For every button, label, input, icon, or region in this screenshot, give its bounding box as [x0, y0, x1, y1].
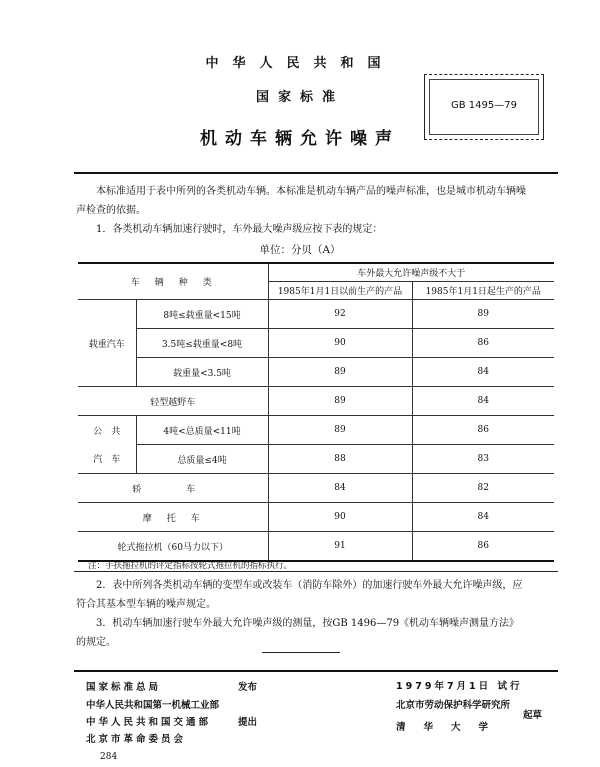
- issuer-1: 国家标准总局: [86, 682, 162, 693]
- value-before: 88: [268, 445, 412, 474]
- drafter-2: 清华大学: [396, 722, 507, 733]
- clause-1: 1．各类机动车辆加速行驶时，车外最大噪声级应按下表的规定：: [96, 224, 383, 235]
- clause-3-cont: 的规定。: [76, 637, 116, 648]
- header-after-1985: 1985年1月1日起生产的产品: [412, 282, 554, 300]
- value-before: 84: [268, 474, 412, 503]
- issuer-3: 中华人民共和国交通部: [86, 717, 212, 728]
- table-unit: 单位：分贝（A）: [259, 244, 341, 256]
- draft-label: 起草: [523, 710, 543, 721]
- publish-label: 发布: [238, 682, 258, 693]
- header-divider: [74, 172, 558, 174]
- group-truck: 载重汽车: [78, 300, 136, 387]
- value-before: 89: [268, 358, 412, 387]
- table-row: [78, 503, 554, 532]
- table-row: [78, 474, 554, 503]
- row-label: 轻型越野车: [78, 387, 268, 416]
- issuing-country: 中华人民共和国: [205, 56, 395, 71]
- table-row: [78, 416, 554, 445]
- clause-2: 2．表中所列各类机动车辆的变型车或改装车（消防车除外）的加速行驶车外最大允许噪声级，应: [96, 580, 523, 591]
- intro-line-2: 声检查的依据。: [76, 205, 146, 216]
- value-after: 84: [412, 387, 554, 416]
- clause-2-cont: 符合其基本型车辆的噪声规定。: [76, 599, 216, 610]
- row-label: 轿 车: [78, 474, 268, 503]
- table-header-row: [78, 263, 554, 282]
- table-row: [78, 300, 554, 329]
- value-before: 90: [268, 503, 412, 532]
- group-bus-top: 公 共: [78, 416, 136, 445]
- table-row: [78, 532, 554, 562]
- standard-code: GB 1495—79: [451, 100, 517, 111]
- standard-category: 国家标准: [255, 90, 344, 105]
- value-after: 89: [412, 300, 554, 329]
- short-rule: [262, 652, 340, 653]
- value-before: 91: [268, 532, 412, 562]
- page-title: 机动车辆允许噪声: [200, 129, 400, 149]
- value-before: 90: [268, 329, 412, 358]
- issuer-4: 北京市革命委员会: [86, 734, 187, 745]
- table-row: [78, 387, 554, 416]
- table-row: [78, 329, 554, 358]
- table-note: 注：手扶拖拉机的评定指标按轮式拖拉机的指标执行。: [88, 561, 293, 571]
- table-row: [78, 358, 554, 387]
- value-after: 86: [412, 532, 554, 562]
- row-label: 总质量≤4吨: [136, 445, 268, 474]
- row-label: 4吨<总质量<11吨: [136, 416, 268, 445]
- drafter-1: 北京市劳动保护科学研究所: [396, 700, 511, 711]
- trial-date: 1979年7月1日 试行: [396, 681, 523, 692]
- page-number: 284: [100, 752, 118, 762]
- header-vehicle-type: 车 辆 种 类: [78, 263, 268, 300]
- header-before-1985: 1985年1月1日以前生产的产品: [268, 282, 412, 300]
- value-after: 84: [412, 358, 554, 387]
- value-before: 92: [268, 300, 412, 329]
- footer-divider: [74, 670, 558, 672]
- clause-3: 3．机动车辆加速行驶车外最大允许噪声级的测量，按GB 1496—79《机动车辆噪声测量方法》: [96, 618, 520, 629]
- value-after: 84: [412, 503, 554, 532]
- value-after: 82: [412, 474, 554, 503]
- value-before: 89: [268, 387, 412, 416]
- noise-limit-table: [78, 262, 554, 562]
- row-label: 摩 托 车: [78, 503, 268, 532]
- group-bus-bottom: 汽 车: [78, 445, 136, 474]
- value-after: 86: [412, 329, 554, 358]
- value-after: 83: [412, 445, 554, 474]
- table-row: [78, 445, 554, 474]
- row-label: 轮式拖拉机（60马力以下）: [78, 532, 268, 562]
- intro-line-1: 本标准适用于表中所列的各类机动车辆。本标准是机动车辆产品的噪声标准，也是城市机动车辆噪: [96, 186, 526, 197]
- propose-label: 提出: [238, 717, 258, 728]
- value-after: 86: [412, 416, 554, 445]
- intro-paragraph: [76, 182, 556, 239]
- issuer-2: 中华人民共和国第一机械工业部: [86, 700, 220, 711]
- note-divider: [74, 571, 558, 572]
- clauses: [76, 576, 560, 652]
- row-label: 载重量<3.5吨: [136, 358, 268, 387]
- header-max-noise: 车外最大允许噪声级不大于: [268, 263, 554, 282]
- value-before: 89: [268, 416, 412, 445]
- row-label: 8吨≤载重量<15吨: [136, 300, 268, 329]
- standard-code-box: [424, 74, 544, 140]
- row-label: 3.5吨≤载重量<8吨: [136, 329, 268, 358]
